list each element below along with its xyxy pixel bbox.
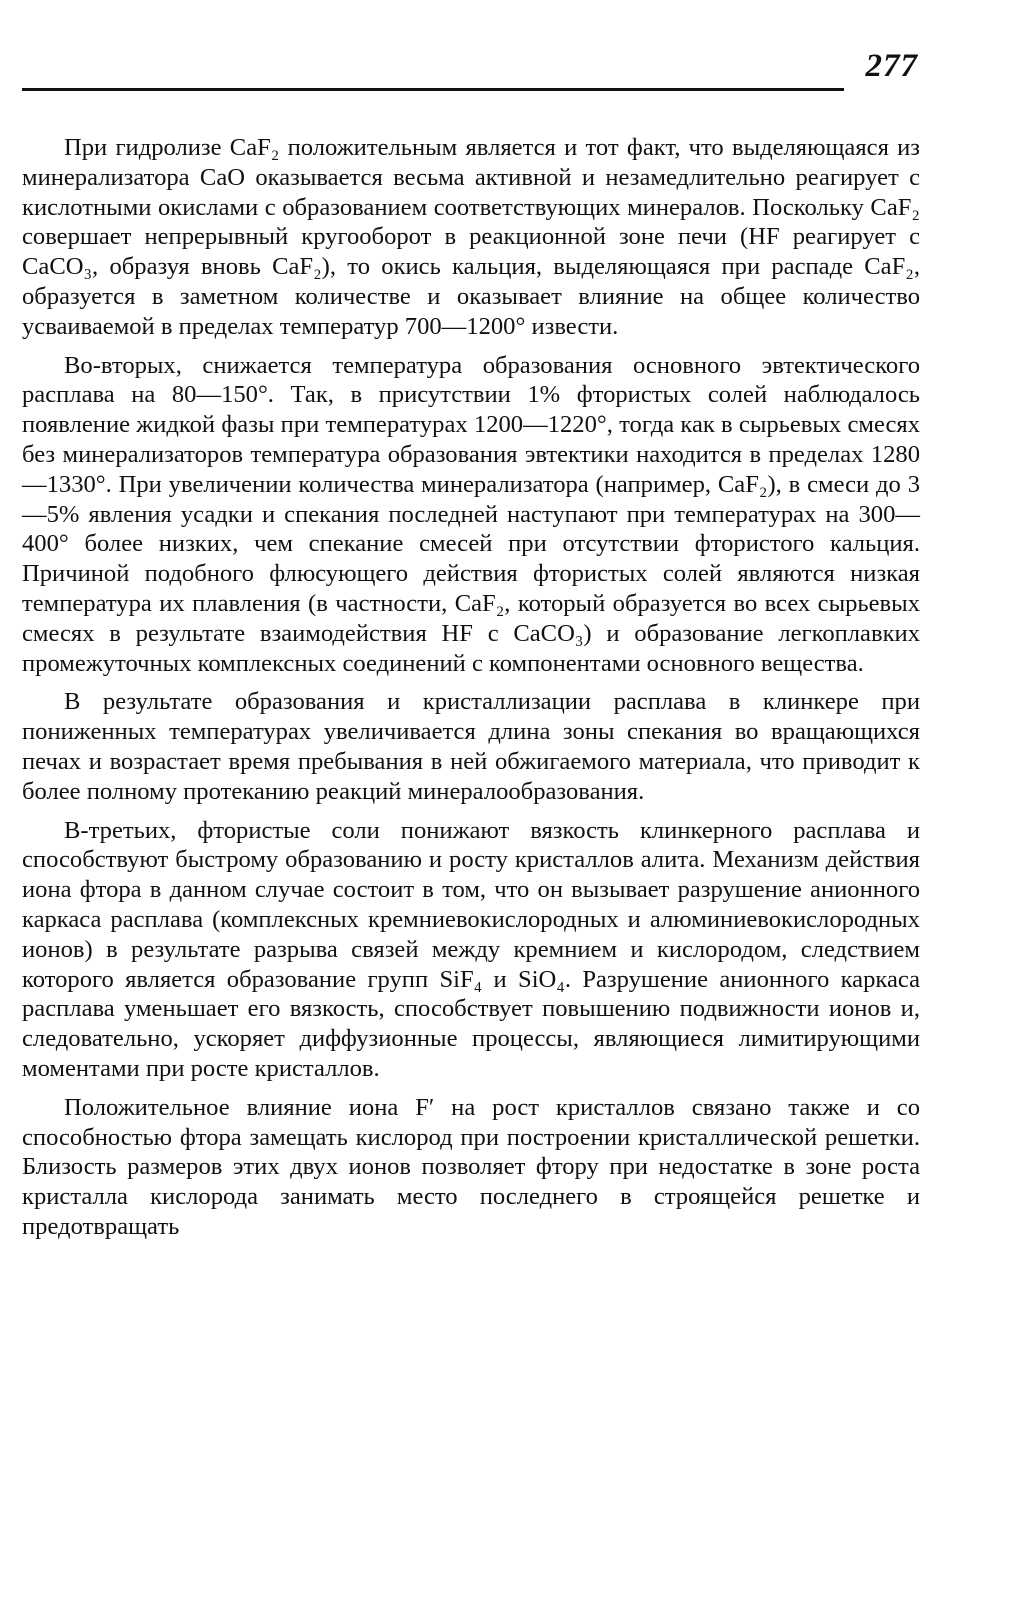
paragraph-5: Положительное влияние иона F′ на рост кристаллов связано также и со способностью фтора замещать кислород при построении кристаллической решетки. Близость размеров этих двух ионов позволяет фтору при недостатке в зоне роста кристалла кислорода занимать место последнего в строящейся решетке и предотвращать [22,1093,920,1240]
page-header [22,48,922,96]
paragraph-3: В результате образования и кристаллизации расплава в клинкере при пониженных температурах увеличивается длина зоны спекания во вращающихся печах и возрастает время пребывания в ней обжигаемого материала, что приводит к более полному протеканию реакций минералообразования. [22,688,920,805]
paragraph-4: В-третьих, фтористые соли понижают вязкость клинкерного расплава и способствуют быстрому образованию и росту кристаллов алита. Механизм действия иона фтора в данном случае состоит в том, что он вызывает разрушение анионного каркаса расплава (комплексных кремниевокислородных и алюминиевокислородных ионов) в результате разрыва связей между кремнием и кислородом, следствием которого является образование групп SiF₄ и SiO₄. Разрушение анионного каркаса расплава уменьшает его вязкость, способствует повышению подвижности ионов и, следовательно, ускоряет диффузионные процессы, являющиеся лимитирующими моментами при росте кристаллов. [22,816,920,1082]
body-text [22,133,920,1242]
page-number: 277 [865,48,918,84]
header-rule [22,88,844,91]
paragraph-1: При гидролизе CaF₂ положительным является и тот факт, что выделяющаяся из минерализатора CaO оказывается весьма активной и незамедлительно реагирует с кислотными окислами с образованием соответствующих минералов. Поскольку CaF₂ совершает непрерывный кругооборот в реакционной зоне печи (HF реагирует с CaCO₃, образуя вновь CaF₂), то окись кальция, выделяющаяся при распаде CaF₂, образуется в заметном количестве и оказывает влияние на общее количество усваиваемой в пределах температур 700—1200° извести. [22,134,920,340]
paragraph-2: Во-вторых, снижается температура образования основного эвтектического расплава на 80—150°. Так, в присутствии 1% фтористых солей наблюдалось появление жидкой фазы при температурах 1200—1220°, тогда как в сырьевых смесях без минерализаторов температура образования эвтектики находится в пределах 1280—1330°. При увеличении количества минерализатора (например, CaF₂), в смеси до 3—5% явления усадки и спекания последней наступают при температурах на 300—400° более низких, чем спекание смесей при отсутствии фтористого кальция. Причиной подобного флюсующего действия фтористых солей являются низкая температура их плавления (в частности, CaF₂, который образуется во всех сырьевых смесях в результате взаимодействия HF с CaCO₃) и образование легкоплавких промежуточных комплексных соединений с компонентами основного вещества. [22,351,920,677]
